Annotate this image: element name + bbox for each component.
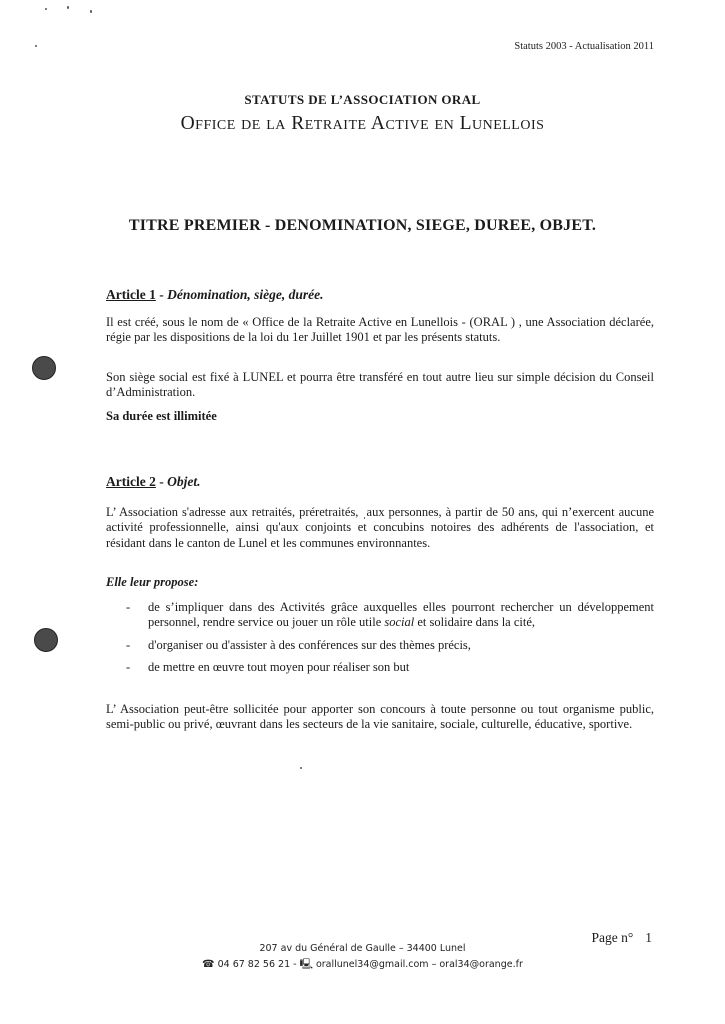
footer-phone: 04 67 82 56 21 xyxy=(217,959,291,970)
article-2-paragraph: L’ Association peut-être sollicitée pour apporter son concours à toute personne ou tout organisme public, semi-public ou privé, œuvrant dans les secteurs de la vie sanitaire, sociale, culturelle, éducative, sportive. xyxy=(106,702,654,732)
footer-contacts xyxy=(0,957,725,974)
scan-speck xyxy=(35,45,37,47)
article-1-heading xyxy=(106,287,324,303)
scan-speck xyxy=(67,6,69,9)
footer-address: 207 av du Général de Gaulle – 34400 Lunel xyxy=(259,943,466,954)
punch-hole xyxy=(34,628,58,652)
list-item-text: de s’impliquer dans des Activités grâce auxquelles elles pourront rechercher un développement personnel, rendre service ou jouer un rôle utile xyxy=(148,600,654,630)
bullet-dash: - xyxy=(126,637,131,652)
article-2-paragraph: L’ Association s'adresse aux retraités, préretraités, ˌaux personnes, à partir de 50 ans, qui n’exercent aucune activité professionnelle, ainsi qu'aux conjoints et concubins notoires des adhérents de l'association, et résidant dans le canton de Lunel et les communes environnantes. xyxy=(106,505,654,550)
list-item-text: de mettre en œuvre tout moyen pour réaliser son but xyxy=(148,659,410,674)
article-2-number: Article 2 xyxy=(106,474,156,489)
article-2-name: Objet. xyxy=(167,474,201,489)
scan-speck xyxy=(90,10,92,13)
list-item xyxy=(106,638,654,653)
article-1-name: Dénomination, siège, durée. xyxy=(167,287,324,302)
article-1-duration: Sa durée est illimitée xyxy=(106,409,217,423)
article-2-list xyxy=(106,600,654,682)
page-number-value: 1 xyxy=(645,930,652,945)
article-2-lead: Elle leur propose: xyxy=(106,575,199,589)
list-item-text: et solidaire dans la cité, xyxy=(414,615,536,630)
footer-email: oral34@orange.fr xyxy=(439,959,523,970)
document-version: Statuts 2003 - Actualisation 2011 xyxy=(514,41,654,52)
telephone-icon: ☎ xyxy=(202,959,215,970)
article-1-separator: - xyxy=(155,287,168,302)
footer-separator: – xyxy=(428,959,440,970)
scan-speck xyxy=(45,8,47,10)
footer-separator: - xyxy=(290,959,300,970)
document-title: STATUTS DE L’ASSOCIATION ORAL xyxy=(244,92,481,107)
page-number-label: Page n° xyxy=(591,930,634,945)
bullet-dash: - xyxy=(126,600,131,614)
association-name: Office de la Retraite Active en Lunellois xyxy=(180,113,545,134)
scan-speck xyxy=(300,767,302,769)
section-title-text: TITRE PREMIER - DENOMINATION, SIEGE, DUREE, OBJET. xyxy=(128,217,597,234)
article-2-heading xyxy=(106,474,200,490)
article-2-separator: - xyxy=(155,474,168,489)
punch-hole xyxy=(32,356,56,380)
list-item xyxy=(106,600,654,631)
article-1-paragraph: Il est créé, sous le nom de « Office de la Retraite Active en Lunellois - (ORAL ) , une Association déclarée, régie par les dispositions de la loi du 1er Juillet 1901 et par les présents statuts. xyxy=(106,315,654,345)
article-1-paragraph: Son siège social est fixé à LUNEL et pourra être transféré en tout autre lieu sur simple décision du Conseil d’Administration. xyxy=(106,370,654,400)
list-item xyxy=(106,660,654,675)
article-1-number: Article 1 xyxy=(106,287,156,302)
bullet-dash: - xyxy=(126,659,131,674)
list-item-emphasis: social xyxy=(384,615,415,630)
section-title xyxy=(0,217,725,235)
list-item-text: d'organiser ou d'assister à des conférences sur des thèmes précis, xyxy=(148,637,471,652)
computer-icon: 🖳 xyxy=(299,959,313,970)
footer-email: orallunel34@gmail.com xyxy=(315,959,429,970)
